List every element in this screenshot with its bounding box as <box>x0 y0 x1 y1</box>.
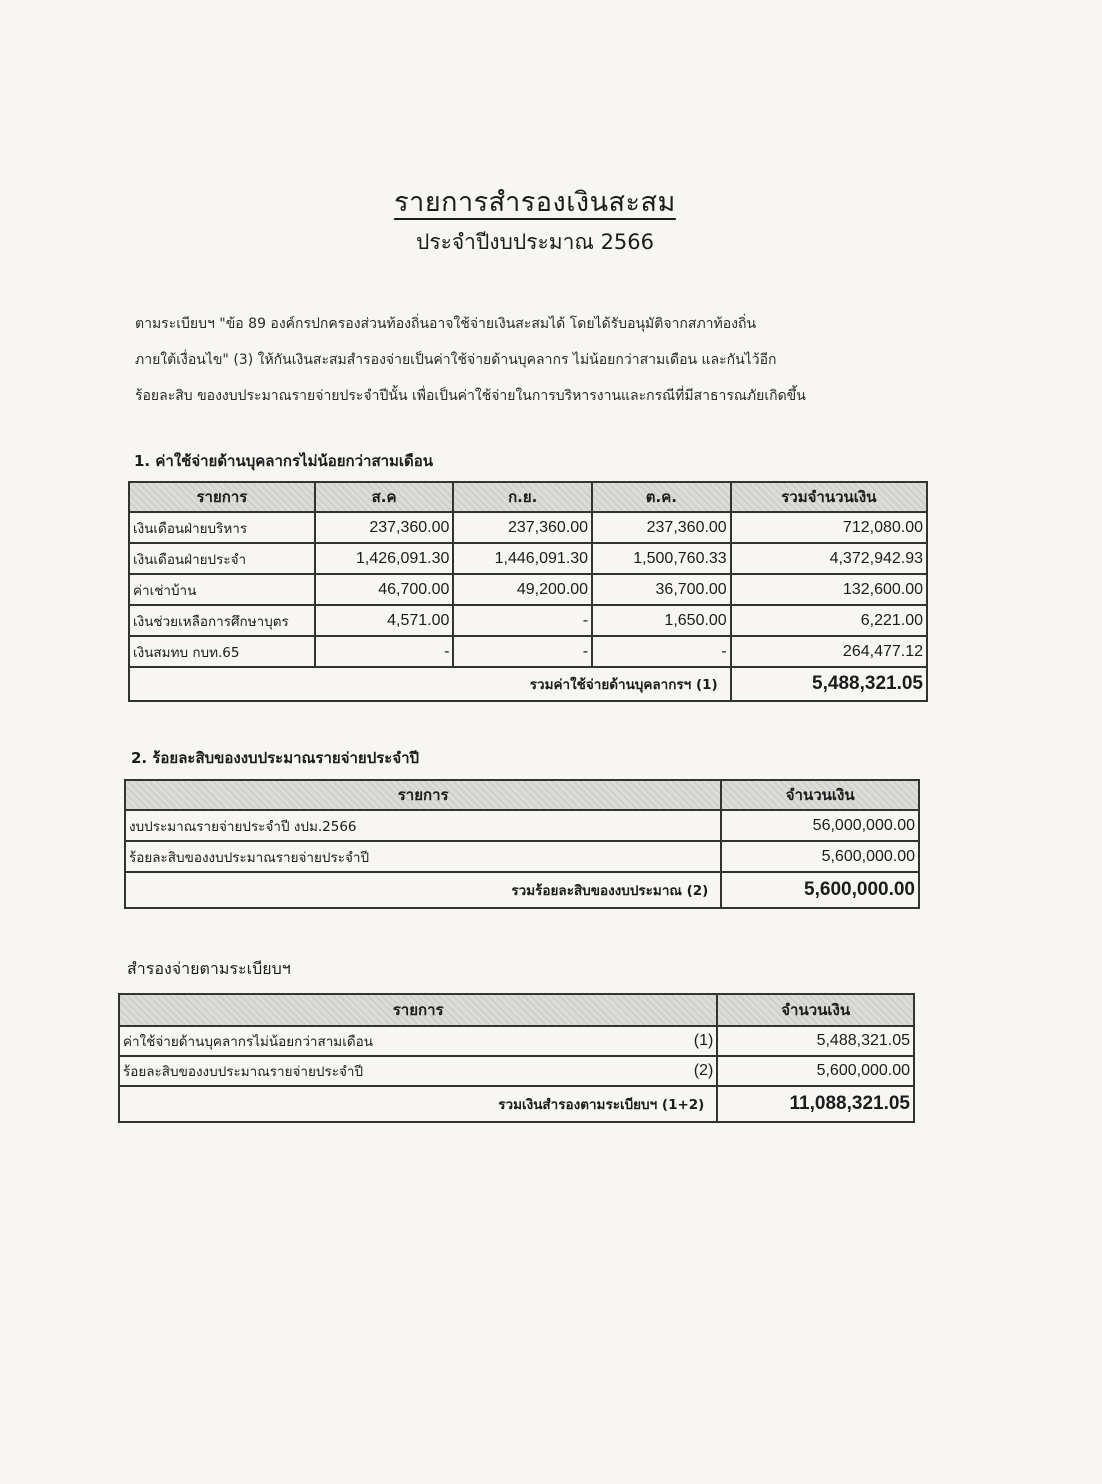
col-header-amount: จำนวนเงิน <box>721 780 919 810</box>
cell-sep: - <box>453 605 592 636</box>
cell-aug: 237,360.00 <box>315 512 454 543</box>
cell-sep: - <box>453 636 592 667</box>
cell-aug: 46,700.00 <box>315 574 454 605</box>
cell-aug: 1,426,091.30 <box>315 543 454 574</box>
col-header-item: รายการ <box>125 780 721 810</box>
table-total-row <box>119 1086 914 1122</box>
table-row <box>119 1056 914 1086</box>
row-label: งบประมาณรายจ่ายประจำปี งปม.2566 <box>125 810 721 841</box>
intro-line: ภายใต้เงื่อนไข" (3) ให้กันเงินสะสมสำรองจ่ายเป็นค่าใช้จ่ายด้านบุคลากร ไม่น้อยกว่าสามเดือน และกันไว้อีก <box>135 352 777 368</box>
table-row <box>129 512 927 543</box>
reserve-summary-table <box>118 993 915 1123</box>
cell-amount: 5,600,000.00 <box>721 841 919 872</box>
cell-oct: 1,500,760.33 <box>592 543 731 574</box>
table-row <box>129 605 927 636</box>
table-row <box>129 574 927 605</box>
col-header-amount: จำนวนเงิน <box>717 994 914 1026</box>
ten-percent-table <box>124 779 920 909</box>
intro-line: ตามระเบียบฯ "ข้อ 89 องค์กรปกครองส่วนท้องถิ่นอาจใช้จ่ายเงินสะสมได้ โดยได้รับอนุมัติจากสภาท้องถิ่น <box>135 316 757 332</box>
cell-sep: 237,360.00 <box>453 512 592 543</box>
table-header-row <box>125 780 919 810</box>
cell-total: 712,080.00 <box>731 512 927 543</box>
personnel-expense-table <box>128 481 928 702</box>
cell-oct: - <box>592 636 731 667</box>
row-label: เงินช่วยเหลือการศึกษาบุตร <box>129 605 315 636</box>
row-label: เงินสมทบ กบท.65 <box>129 636 315 667</box>
table-row <box>125 810 919 841</box>
cell-total: 132,600.00 <box>731 574 927 605</box>
row-reference: (2) <box>663 1056 718 1086</box>
cell-oct: 36,700.00 <box>592 574 731 605</box>
table-total-row <box>125 872 919 908</box>
row-label: เงินเดือนฝ่ายบริหาร <box>129 512 315 543</box>
total-label: รวมค่าใช้จ่ายด้านบุคลากรฯ (1) <box>129 667 731 701</box>
section3-heading: สำรองจ่ายตามระเบียบฯ <box>127 959 291 978</box>
total-value: 5,600,000.00 <box>721 872 919 908</box>
row-label: ร้อยละสิบของงบประมาณรายจ่ายประจำปี <box>125 841 721 872</box>
col-header-oct: ต.ค. <box>592 482 731 512</box>
row-label: เงินเดือนฝ่ายประจำ <box>129 543 315 574</box>
cell-sep: 1,446,091.30 <box>453 543 592 574</box>
table-row <box>125 841 919 872</box>
cell-aug: - <box>315 636 454 667</box>
cell-oct: 237,360.00 <box>592 512 731 543</box>
cell-amount: 5,488,321.05 <box>717 1026 914 1056</box>
col-header-aug: ส.ค <box>315 482 454 512</box>
row-reference: (1) <box>663 1026 718 1056</box>
cell-total: 264,477.12 <box>731 636 927 667</box>
cell-aug: 4,571.00 <box>315 605 454 636</box>
row-label: ร้อยละสิบของงบประมาณรายจ่ายประจำปี <box>119 1056 663 1086</box>
col-header-total: รวมจำนวนเงิน <box>731 482 927 512</box>
col-header-item: รายการ <box>119 994 717 1026</box>
intro-paragraph <box>135 306 915 414</box>
document-subtitle: ประจำปีงบประมาณ 2566 <box>415 230 655 254</box>
section1-heading: 1. ค่าใช้จ่ายด้านบุคลากรไม่น้อยกว่าสามเดือน <box>134 452 434 470</box>
table-row <box>129 636 927 667</box>
row-label: ค่าเช่าบ้าน <box>129 574 315 605</box>
cell-total: 6,221.00 <box>731 605 927 636</box>
table-total-row <box>129 667 927 701</box>
table-header-row <box>129 482 927 512</box>
row-label: ค่าใช้จ่ายด้านบุคลากรไม่น้อยกว่าสามเดือน <box>119 1026 663 1056</box>
table-row <box>129 543 927 574</box>
cell-sep: 49,200.00 <box>453 574 592 605</box>
table-header-row <box>119 994 914 1026</box>
total-label: รวมเงินสำรองตามระเบียบฯ (1+2) <box>119 1086 717 1122</box>
cell-total: 4,372,942.93 <box>731 543 927 574</box>
cell-amount: 56,000,000.00 <box>721 810 919 841</box>
total-value: 5,488,321.05 <box>731 667 927 701</box>
cell-amount: 5,600,000.00 <box>717 1056 914 1086</box>
intro-line: ร้อยละสิบ ของงบประมาณรายจ่ายประจำปีนั้น เพื่อเป็นค่าใช้จ่ายในการบริหารงานและกรณีที่มีสาธารณภัยเกิดขึ้น <box>135 388 806 404</box>
table-row <box>119 1026 914 1056</box>
section2-heading: 2. ร้อยละสิบของงบประมาณรายจ่ายประจำปี <box>131 749 420 767</box>
total-value: 11,088,321.05 <box>717 1086 914 1122</box>
col-header-item: รายการ <box>129 482 315 512</box>
cell-oct: 1,650.00 <box>592 605 731 636</box>
document-title: รายการสำรองเงินสะสม <box>394 187 676 218</box>
total-label: รวมร้อยละสิบของงบประมาณ (2) <box>125 872 721 908</box>
col-header-sep: ก.ย. <box>453 482 592 512</box>
